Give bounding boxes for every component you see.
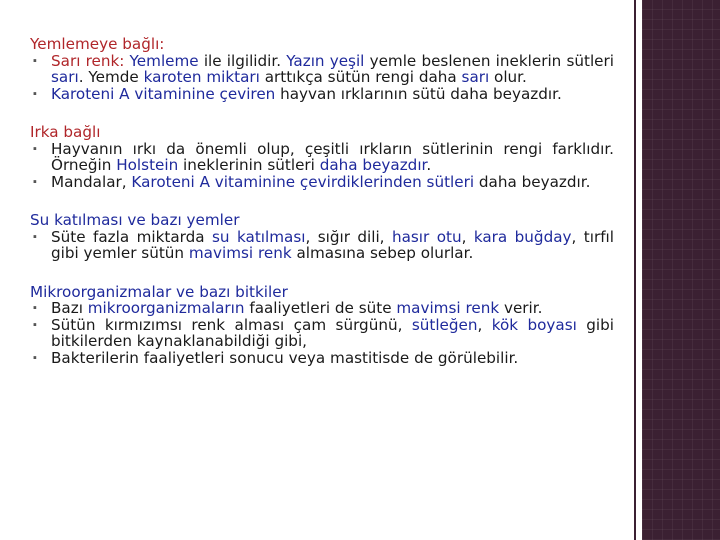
highlighted-text: mavimsi renk bbox=[188, 244, 292, 262]
highlighted-text: daha beyazdır bbox=[319, 156, 427, 174]
body-text: verir. bbox=[499, 299, 543, 317]
highlighted-text: Sarı renk: bbox=[51, 51, 125, 70]
body-text: , tırfıl gibi yemler sütün bbox=[51, 227, 614, 262]
bullet-list bbox=[30, 300, 614, 366]
slide-content bbox=[30, 36, 614, 388]
body-text: Süte fazla miktarda bbox=[51, 227, 213, 246]
section-yemleme bbox=[30, 36, 614, 102]
list-item bbox=[30, 350, 614, 367]
body-text: yemle beslenen ineklerin sütleri bbox=[364, 51, 614, 70]
body-text: daha beyazdır. bbox=[474, 172, 591, 191]
body-text: . bbox=[426, 156, 432, 174]
body-text: Bakterilerin faaliyetleri sonucu veya mastitisde de görülebilir. bbox=[51, 348, 519, 367]
list-item bbox=[30, 86, 614, 103]
list-item bbox=[30, 174, 614, 191]
body-text: . Yemde bbox=[78, 68, 144, 86]
body-text: ineklerinin sütleri bbox=[178, 156, 320, 174]
bullet-list bbox=[30, 141, 614, 191]
list-item bbox=[30, 300, 614, 317]
body-text: , bbox=[477, 315, 492, 334]
section-mikroorganizma bbox=[30, 284, 614, 367]
bullet-list bbox=[30, 53, 614, 103]
decorative-sidebar bbox=[642, 0, 720, 540]
highlighted-text: Holstein bbox=[116, 156, 179, 174]
body-text: Mandalar, bbox=[51, 172, 132, 191]
section-irk bbox=[30, 124, 614, 190]
body-text: almasına sebep olurlar. bbox=[291, 244, 474, 262]
body-text: olur. bbox=[489, 68, 527, 86]
highlighted-text: hasır otu bbox=[391, 227, 462, 246]
body-text: Hayvanın ırkı da önemli olup, çeşitli ırkların sütlerinin rengi farklıdır. Örneğin bbox=[51, 139, 614, 174]
highlighted-text: Karoteni A vitaminine çeviren bbox=[51, 84, 276, 103]
body-text: gibi bitkilerden kaynaklanabildiği gibi, bbox=[51, 315, 615, 350]
highlighted-text: sütleğen bbox=[411, 315, 478, 334]
body-text: , sığır dili, bbox=[305, 227, 392, 246]
section-heading: Yemlemeye bağlı: bbox=[30, 35, 165, 53]
section-su bbox=[30, 212, 614, 262]
highlighted-text: Karoteni A vitaminine çevirdiklerinden sütleri bbox=[131, 172, 475, 191]
highlighted-text: sarı bbox=[461, 68, 490, 86]
highlighted-text: su katılması bbox=[212, 227, 306, 246]
highlighted-text: mikroorganizmaların bbox=[87, 299, 245, 317]
section-heading: Mikroorganizmalar ve bazı bitkiler bbox=[30, 282, 288, 301]
highlighted-text: Yazın yeşil bbox=[286, 51, 365, 70]
highlighted-text: kök boyası bbox=[491, 315, 577, 334]
body-text: Sütün kırmızımsı renk alması çam sürgünü, bbox=[51, 315, 412, 334]
list-item bbox=[30, 141, 614, 174]
highlighted-text: sarı bbox=[51, 68, 79, 86]
list-item bbox=[30, 229, 614, 262]
body-text: , bbox=[461, 227, 474, 246]
highlighted-text: kara buğday bbox=[473, 227, 572, 246]
body-text: Bazı bbox=[51, 299, 88, 317]
section-heading: Irka bağlı bbox=[30, 123, 101, 141]
highlighted-text: Yemleme bbox=[129, 51, 199, 70]
list-item bbox=[30, 53, 614, 86]
body-text: faaliyetleri de süte bbox=[244, 299, 397, 317]
highlighted-text: karoten miktarı bbox=[143, 68, 260, 86]
body-text: ile ilgilidir. bbox=[198, 51, 287, 70]
body-text: hayvan ırklarının sütü daha beyazdır. bbox=[275, 84, 562, 103]
sidebar-divider bbox=[634, 0, 636, 540]
bullet-list bbox=[30, 229, 614, 262]
list-item bbox=[30, 317, 614, 350]
section-heading: Su katılması ve bazı yemler bbox=[30, 211, 240, 229]
highlighted-text: mavimsi renk bbox=[396, 299, 500, 317]
body-text: arttıkça sütün rengi daha bbox=[259, 68, 462, 86]
